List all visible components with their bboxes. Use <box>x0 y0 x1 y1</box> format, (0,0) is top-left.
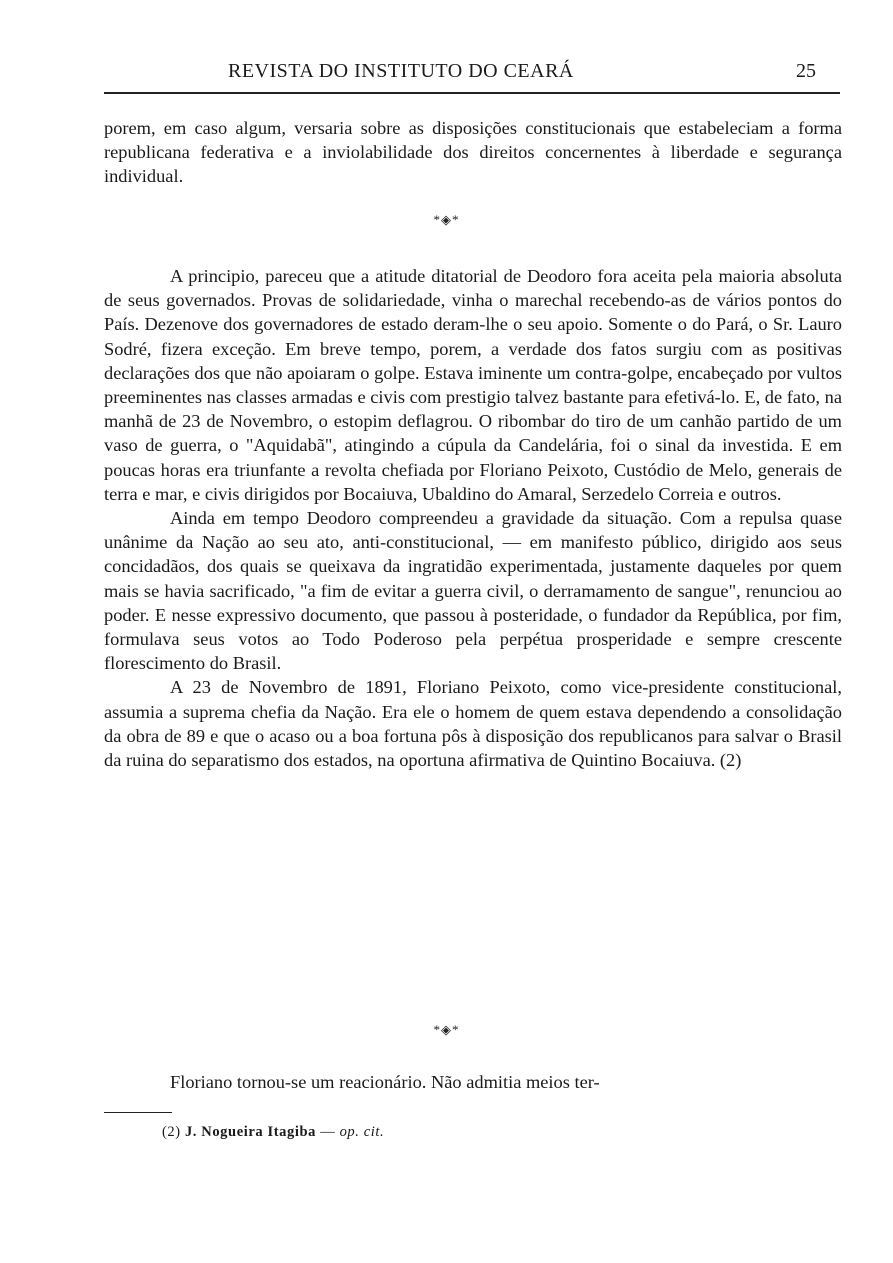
footnote-dash: — <box>320 1124 336 1140</box>
footnote-marker: (2) <box>162 1124 181 1140</box>
paragraph-deodoro-resignation: Ainda em tempo Deodoro compreendeu a gravidade da situação. Com a repulsa quase unânime da Nação ao seu ato, anti-constitucional, — em manifesto público, dirigido aos seus concidadãos, dos quais se queixava da ingratidão experimentada, justamente daqueles por quem mais se havia sacrificado, "a fim de evitar a guerra civil, o derramamento de sangue", renunciou ao poder. E nesse expressivo documento, que passou à posteridade, o fundador da República, por fim, formulava seus votos ao Todo Poderoso pela perpétua prosperidade e sempre crescente florescimento do Brasil. <box>104 508 842 674</box>
text-block-2 <box>104 264 842 772</box>
paragraph-floriano-assumes: A 23 de Novembro de 1891, Floriano Peixoto, como vice-presidente constitucional, assumia a suprema chefia da Nação. Era ele o homem de quem estava dependendo a consolidação da obra de 89 e que o acaso ou a boa fortuna pôs à disposição dos republicanos para salvar o Brasil da ruina do separatismo dos estados, na oportuna afirmativa de Quintino Bocaiuva. (2) <box>104 677 842 771</box>
running-title: REVISTA DO INSTITUTO DO CEARÁ <box>228 60 574 82</box>
footnote-citation: op. cit. <box>339 1124 385 1140</box>
section-separator: *◈* <box>433 1022 460 1037</box>
footnote-rule <box>104 1112 172 1113</box>
footnote-author: J. Nogueira Itagiba <box>184 1124 316 1140</box>
text-block-3 <box>104 1070 842 1094</box>
paragraph-floriano-reactionary: Floriano tornou-se um reacionário. Não admitia meios ter- <box>170 1072 600 1092</box>
page-header <box>104 58 840 94</box>
text-block-1 <box>104 116 842 189</box>
footnote <box>162 1124 384 1141</box>
page-number: 25 <box>796 60 816 82</box>
section-separator: *◈* <box>433 212 460 227</box>
paragraph-continuation: porem, em caso algum, versaria sobre as disposições constitucionais que estabeleciam a forma republicana federativa e a inviolabilidade dos direitos concernentes à liberdade e segurança individual. <box>104 118 842 187</box>
paragraph-deodoro-coup: A principio, pareceu que a atitude ditatorial de Deodoro fora aceita pela maioria absoluta de seus governados. Provas de solidariedade, vinha o marechal recebendo-as de vários pontos do País. Dezenove dos governadores de estado deram-lhe o seu apoio. Somente o do Pará, o Sr. Lauro Sodré, fizera exceção. Em breve tempo, porem, a verdade dos fatos surgiu com as positivas declarações dos que não apoiaram o golpe. Estava iminente um contra-golpe, encabeçado por vultos preeminentes nas classes armadas e civis com prestigio talvez bastante para efetivá-lo. E, de fato, na manhã de 23 de Novembro, o estopim deflagrou. O ribombar do tiro de um canhão partido de um vaso de guerra, o "Aquidabã", atingindo a cúpula da Candelária, foi o sinal da investida. E em poucas horas era triunfante a revolta chefiada por Floriano Peixoto, Custódio de Melo, generais de terra e mar, e civis dirigidos por Bocaiuva, Ubaldino do Amaral, Serzedelo Correia e outros. <box>104 266 842 504</box>
